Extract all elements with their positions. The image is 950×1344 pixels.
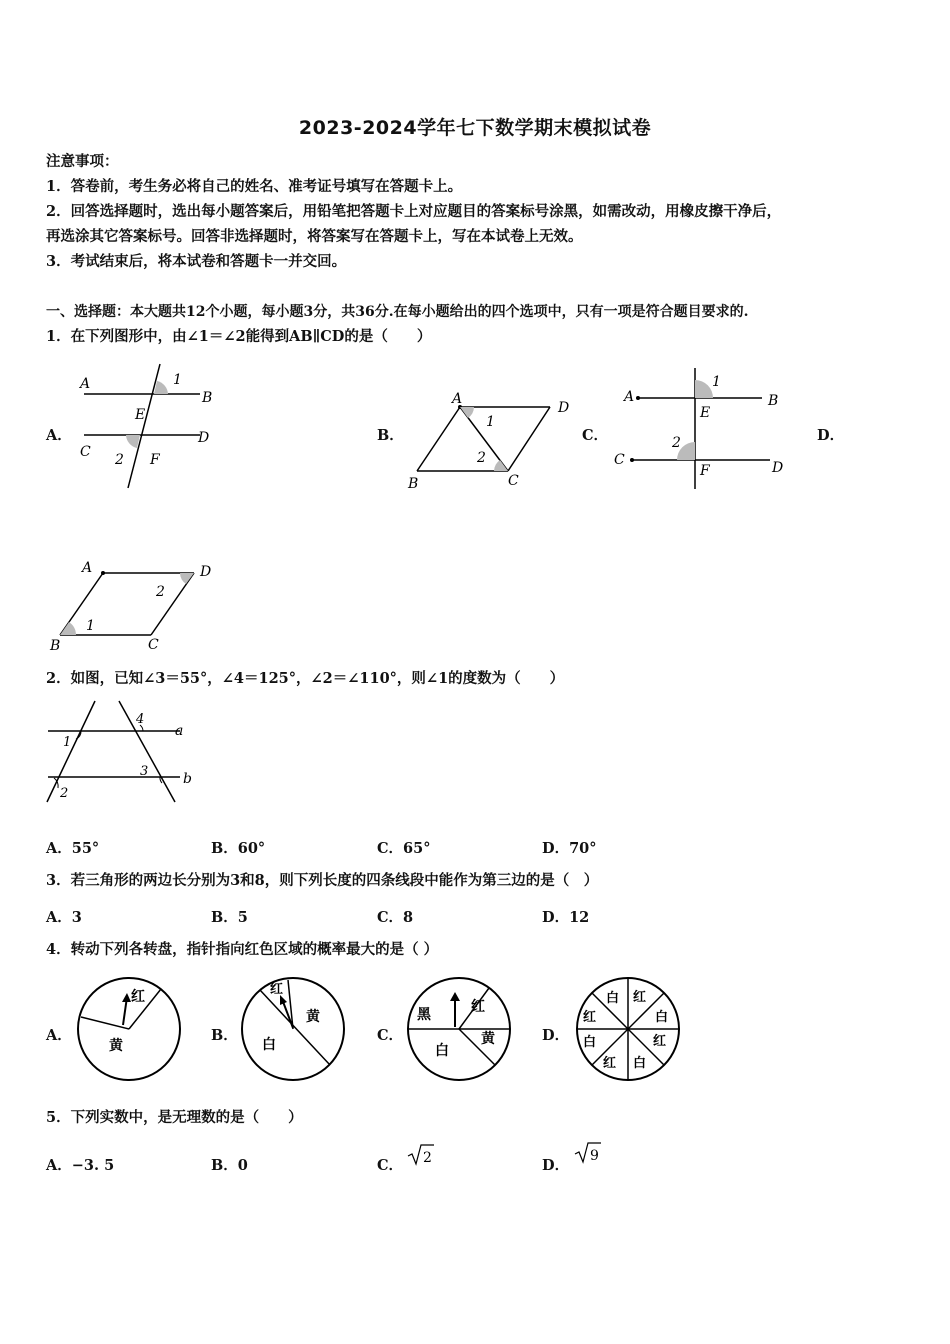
q2-option-d[interactable]: D．70° xyxy=(542,840,597,857)
svg-text:E: E xyxy=(700,405,711,421)
svg-text:A: A xyxy=(452,391,463,407)
q3-option-a[interactable]: A．3 xyxy=(46,909,82,926)
q4-spinner-a xyxy=(75,975,185,1085)
svg-text:B: B xyxy=(202,390,213,406)
svg-text:1: 1 xyxy=(712,374,721,390)
q4-option-d[interactable]: D． xyxy=(542,1027,570,1044)
svg-text:D: D xyxy=(772,460,784,476)
svg-text:D: D xyxy=(558,400,570,416)
svg-text:2: 2 xyxy=(477,450,486,466)
svg-text:1: 1 xyxy=(486,414,495,430)
svg-text:A: A xyxy=(624,389,635,405)
svg-text:2: 2 xyxy=(423,1150,432,1166)
svg-text:a: a xyxy=(175,723,184,739)
svg-text:红: 红 xyxy=(471,999,485,1015)
q4-option-b[interactable]: B． xyxy=(211,1027,238,1044)
q1-figure-a xyxy=(70,362,230,492)
svg-text:C: C xyxy=(508,473,519,489)
q3-stem: 3．若三角形的两边长分别为3和8，则下列长度的四条线段中能作为第三边的是（ ） xyxy=(46,872,599,889)
q4-spinner-d xyxy=(573,975,685,1085)
q3-option-c[interactable]: C．8 xyxy=(377,909,414,926)
svg-text:红: 红 xyxy=(131,989,145,1005)
svg-text:F: F xyxy=(700,463,710,479)
svg-text:红: 红 xyxy=(603,1056,617,1071)
q5-sqrt-2 xyxy=(406,1142,436,1168)
q1-option-d[interactable]: D． xyxy=(817,427,845,444)
q1-option-b[interactable]: B． xyxy=(377,427,404,444)
q5-option-c[interactable]: C． xyxy=(377,1157,404,1174)
notice-item-2b: 再选涂其它答案标号。回答非选择题时，将答案写在答题卡上，写在本试卷上无效。 xyxy=(46,228,583,245)
svg-text:4: 4 xyxy=(136,712,145,727)
svg-text:E: E xyxy=(135,407,146,423)
svg-text:A: A xyxy=(82,560,93,576)
svg-text:F: F xyxy=(150,452,160,468)
section-heading: 一、选择题：本大题共12个小题，每小题3分，共36分.在每小题给出的四个选项中，只有一项是符合题目要求的. xyxy=(46,304,749,320)
svg-text:D: D xyxy=(200,564,212,580)
q5-option-a[interactable]: A．−3. 5 xyxy=(46,1157,115,1174)
q2-figure xyxy=(40,698,210,810)
q2-option-c[interactable]: C．65° xyxy=(377,840,431,857)
q5-stem: 5．下列实数中，是无理数的是（ ） xyxy=(46,1109,303,1126)
svg-text:D: D xyxy=(198,430,210,446)
q1-option-c[interactable]: C． xyxy=(582,427,609,444)
q1-figure-b xyxy=(400,388,580,492)
svg-text:C: C xyxy=(80,444,91,460)
notice-item-2a: 2．回答选择题时，选出每小题答案后，用铅笔把答题卡上对应题目的答案标号涂黑，如需改动，用橡皮擦干净后， xyxy=(46,203,782,220)
q1-figure-d xyxy=(44,558,234,658)
q1-option-a[interactable]: A． xyxy=(46,427,72,444)
svg-text:2: 2 xyxy=(115,452,124,468)
svg-text:C: C xyxy=(148,637,159,653)
svg-text:B: B xyxy=(768,393,779,409)
svg-text:B: B xyxy=(408,476,419,492)
svg-text:红: 红 xyxy=(653,1034,667,1049)
q5-sqrt-9 xyxy=(573,1140,603,1166)
svg-text:3: 3 xyxy=(140,764,149,779)
svg-text:红: 红 xyxy=(583,1010,597,1025)
svg-text:白: 白 xyxy=(583,1035,597,1050)
q4-spinner-c xyxy=(403,975,515,1085)
notice-heading: 注意事项： xyxy=(46,153,119,170)
svg-text:9: 9 xyxy=(590,1148,599,1164)
svg-text:B: B xyxy=(50,638,61,654)
q1-stem: 1．在下列图形中，由∠1＝∠2能得到AB∥CD的是（ ） xyxy=(46,328,432,345)
svg-text:黑: 黑 xyxy=(417,1007,431,1023)
svg-text:C: C xyxy=(614,452,625,468)
svg-text:黄: 黄 xyxy=(306,1009,320,1025)
svg-text:白: 白 xyxy=(606,991,620,1006)
svg-text:白: 白 xyxy=(655,1010,669,1025)
page-title: 2023-2024学年七下数学期末模拟试卷 xyxy=(298,117,652,139)
notice-item-3: 3．考试结束后，将本试卷和答题卡一并交回。 xyxy=(46,253,347,270)
q1-figure-c xyxy=(610,365,800,495)
svg-text:b: b xyxy=(183,771,192,787)
notice-item-1: 1．答卷前，考生务必将自己的姓名、准考证号填写在答题卡上。 xyxy=(46,178,463,195)
svg-text:2: 2 xyxy=(672,435,681,451)
q2-option-b[interactable]: B．60° xyxy=(211,840,266,857)
q5-option-b[interactable]: B．0 xyxy=(211,1157,248,1174)
svg-text:1: 1 xyxy=(86,618,95,634)
q2-stem: 2．如图，已知∠3＝55°，∠4＝125°，∠2＝∠110°，则∠1的度数为（ ） xyxy=(46,670,565,687)
svg-text:1: 1 xyxy=(173,372,182,388)
q4-option-a[interactable]: A． xyxy=(46,1027,72,1044)
svg-text:黄: 黄 xyxy=(109,1038,123,1054)
q5-option-d[interactable]: D． xyxy=(542,1157,570,1174)
svg-text:2: 2 xyxy=(156,584,165,600)
q3-option-d[interactable]: D．12 xyxy=(542,909,590,926)
svg-text:A: A xyxy=(80,376,91,392)
q4-stem: 4．转动下列各转盘，指针指向红色区域的概率最大的是（ ） xyxy=(46,941,439,958)
svg-text:红: 红 xyxy=(270,982,284,997)
q3-option-b[interactable]: B．5 xyxy=(211,909,248,926)
svg-text:1: 1 xyxy=(63,735,72,750)
svg-text:白: 白 xyxy=(262,1037,276,1053)
svg-text:白: 白 xyxy=(633,1056,647,1071)
svg-text:红: 红 xyxy=(633,990,647,1005)
svg-text:2: 2 xyxy=(60,786,69,801)
q4-spinner-b xyxy=(238,975,350,1085)
svg-text:黄: 黄 xyxy=(481,1031,495,1047)
q2-option-a[interactable]: A．55° xyxy=(46,840,100,857)
svg-text:白: 白 xyxy=(435,1043,449,1059)
q4-option-c[interactable]: C． xyxy=(377,1027,404,1044)
